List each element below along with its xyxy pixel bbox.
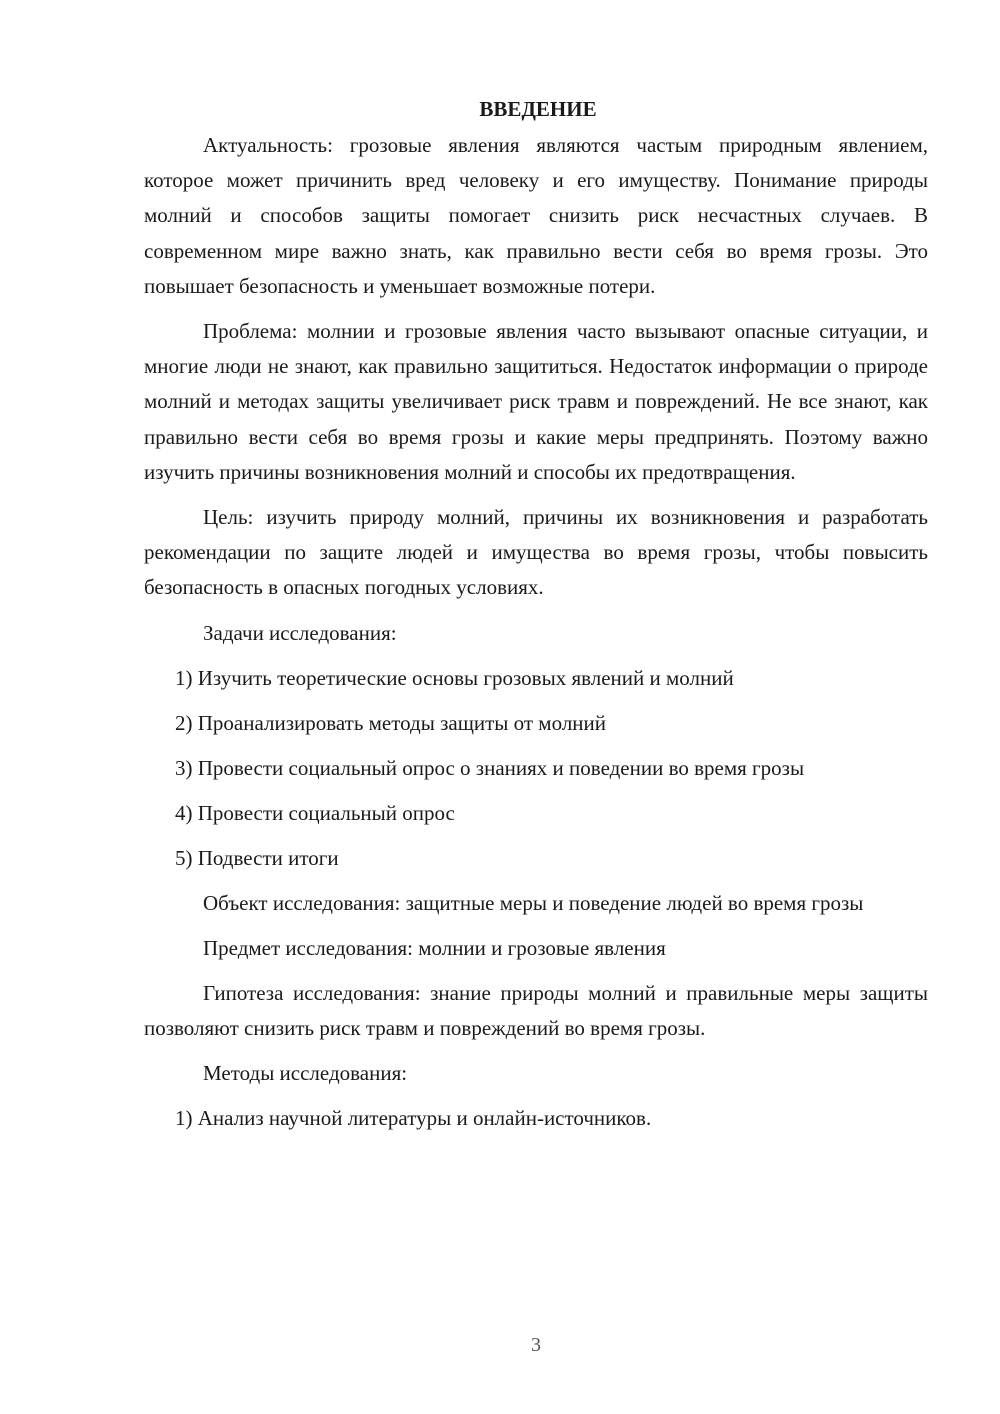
tasks-heading: Задачи исследования: — [203, 620, 397, 645]
task-item-2: 2) Проанализировать методы защиты от молний — [175, 710, 607, 735]
page-content — [144, 92, 928, 1146]
method-item-1: 1) Анализ научной литературы и онлайн-источников. — [175, 1106, 652, 1131]
object-paragraph: Объект исследования: защитные меры и поведение людей во время грозы — [203, 890, 864, 915]
problem-paragraph: Проблема: молнии и грозовые явления часто вызывают опасные ситуации, и многие люди не знают, как правильно защититься. Недостаток информации о природе молний и методах защиты увеличивает риск травм и повреждений. Не все знают, как правильно вести себя во время грозы и какие меры предпринять. Поэтому важно изучить причины возникновения молний и способы их предотвращения. — [144, 319, 928, 484]
page-number: 3 — [531, 1334, 541, 1356]
task-item-5: 5) Подвести итоги — [175, 845, 339, 870]
task-item-4: 4) Провести социальный опрос — [175, 800, 455, 825]
page-title: ВВЕДЕНИЕ — [479, 97, 597, 121]
subject-paragraph: Предмет исследования: молнии и грозовые явления — [203, 935, 666, 960]
hypothesis-paragraph: Гипотеза исследования: знание природы молний и правильные меры защиты позволяют снизить риск травм и повреждений во время грозы. — [144, 981, 928, 1041]
task-item-1: 1) Изучить теоретические основы грозовых явлений и молний — [175, 665, 734, 690]
task-item-3: 3) Провести социальный опрос о знаниях и поведении во время грозы — [175, 755, 805, 780]
relevance-paragraph: Актуальность: грозовые явления являются частым природным явлением, которое может причинить вред человеку и его имуществу. Понимание природы молний и способов защиты помогает снизить риск несчастных случаев. В современном мире важно знать, как правильно вести себя во время грозы. Это повышает безопасность и уменьшает возможные потери. — [144, 133, 928, 298]
goal-paragraph: Цель: изучить природу молний, причины их возникновения и разработать рекомендации по защите людей и имущества во время грозы, чтобы повысить безопасность в опасных погодных условиях. — [144, 505, 928, 600]
methods-heading: Методы исследования: — [203, 1061, 408, 1086]
